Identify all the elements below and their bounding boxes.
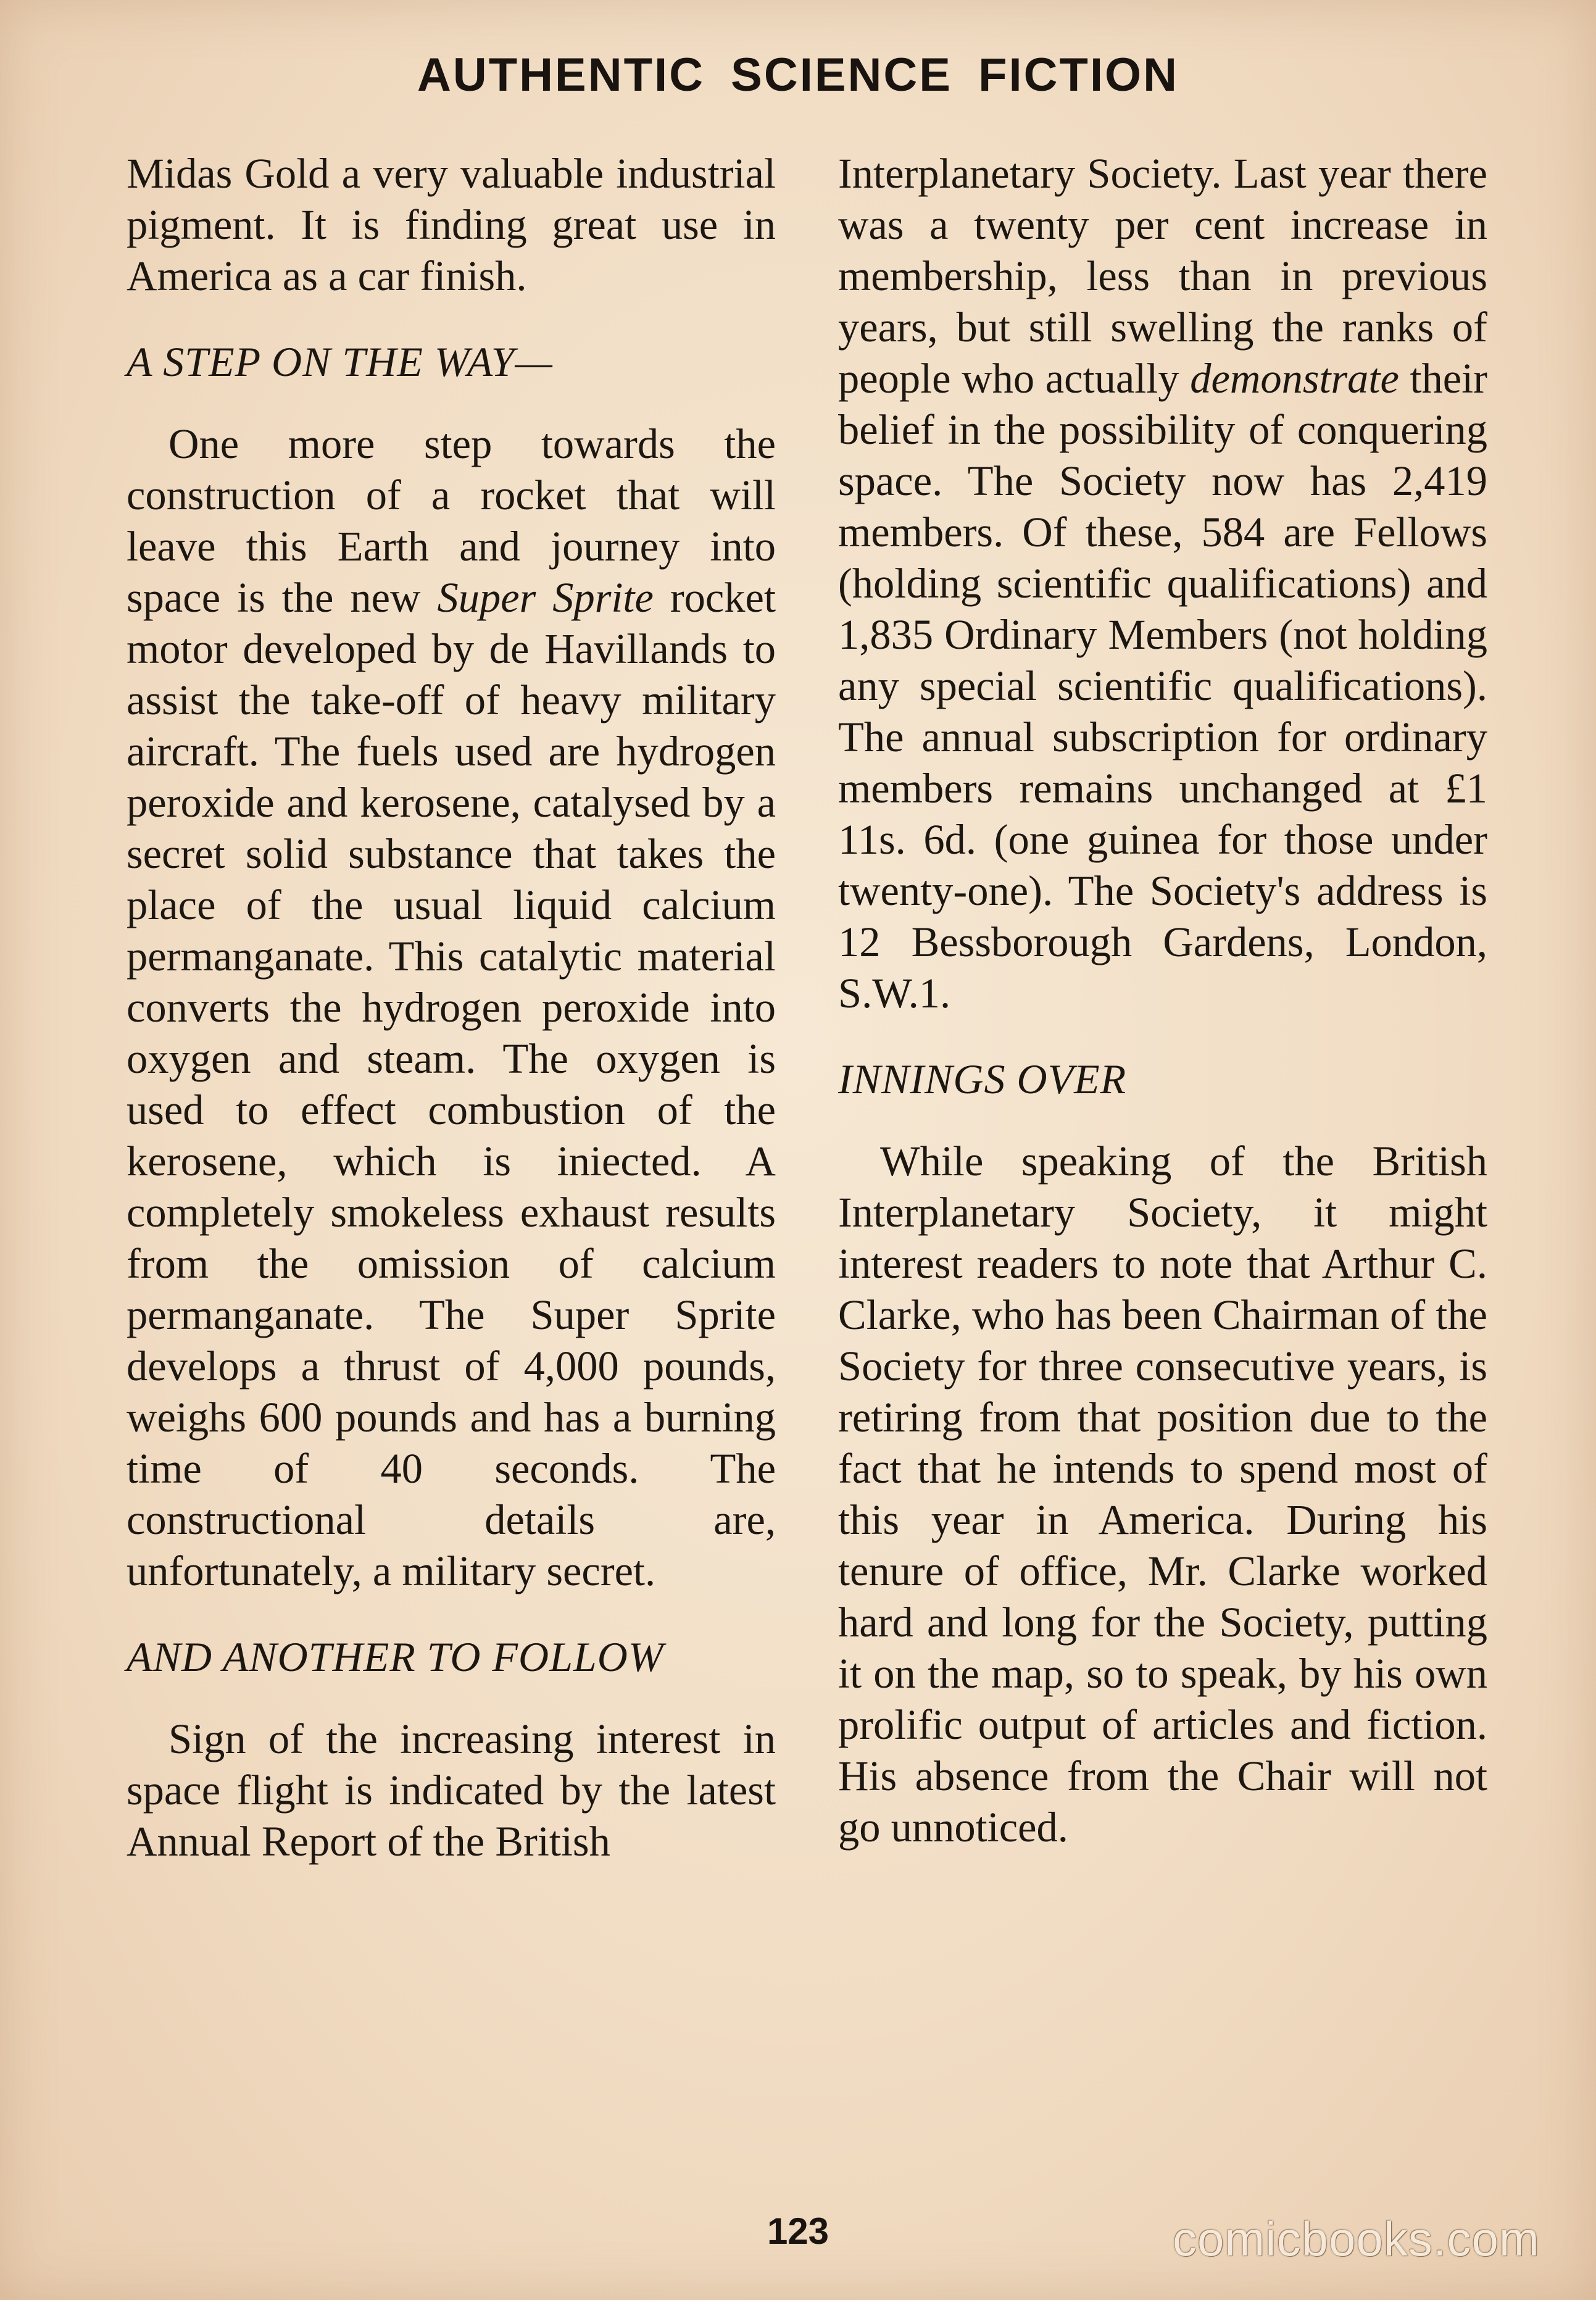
section-heading-innings-over: INNINGS OVER [838,1056,1127,1102]
paragraph-super-sprite-rest: rocket motor developed by de Havillands to assist the take-off of heavy military aircraft. The fuels used are hydrogen peroxide and kerosene, catalysed by a secret solid substance that takes the place of the usual liquid calcium permanganate. This catalytic material converts the hydrogen peroxide into oxygen and steam. The oxygen is used to effect combustion of the kerosene, which is iniected. A completely smokeless exhaust results from the omission of calcium permanganate. The Super Sprite develops a thrust of 4,000 pounds, weighs 600 pounds and has a burning time of 40 seconds. The constructional details are, unfortunately, a military secret. [127,574,776,1594]
paragraph-society-membership [838,148,1487,1019]
paragraph-super-sprite [127,419,776,1597]
right-column [838,148,1487,1853]
site-watermark: comicbooks.com [1173,2212,1540,2266]
paragraph-annual-report: Sign of the increasing interest in space flight is indicated by the latest Annual Report of the British [127,1715,776,1865]
section-heading-step-on-the-way: A STEP ON THE WAY— [127,338,553,385]
paragraph-society-membership-start: Interplanetary Society. Last year there was a twenty per cent increase in membership, less than in previous years, but still swelling the ranks of people who actually [838,150,1487,402]
paragraph-society-membership-rest: their belief in the possibility of conquering space. The Society now has 2,419 members. Of these, 584 are Fellows (holding scientific qualifications) and 1,835 Ordinary Members (not holding any special scientific qualifications). The annual subscription for ordinary members remains unchanged at £1 11s. 6d. (one guinea for those under twenty-one). The Society's address is 12 Bessborough Gardens, London, S.W.1. [838,355,1487,1017]
paragraph-midas-gold: Midas Gold a very valuable industrial pigment. It is finding great use in America as a car finish. [127,150,776,299]
emphasis-demonstrate: demonstrate [1190,355,1399,402]
section-heading-another-to-follow: AND ANOTHER TO FOLLOW [127,1633,664,1680]
paragraph-super-sprite-start: One more step towards the construction of a rocket that will leave this Earth and journey into space is the new [127,420,776,621]
running-header: AUTHENTIC SCIENCE FICTION [417,49,1179,101]
emphasis-super-sprite: Super Sprite [437,574,654,621]
paragraph-clarke-retiring: While speaking of the British Interplanetary Society, it might interest readers to note that Arthur C. Clarke, who has been Chairman of the Society for three consecutive years, is retiring from that position due to the fact that he intends to spend most of this year in America. During his tenure of office, Mr. Clarke worked hard and long for the Society, putting it on the map, so to speak, by his own prolific output of articles and fiction. His absence from the Chair will not go unnoticed. [838,1138,1487,1851]
left-column [127,148,776,1867]
page-number: 123 [767,2210,829,2252]
